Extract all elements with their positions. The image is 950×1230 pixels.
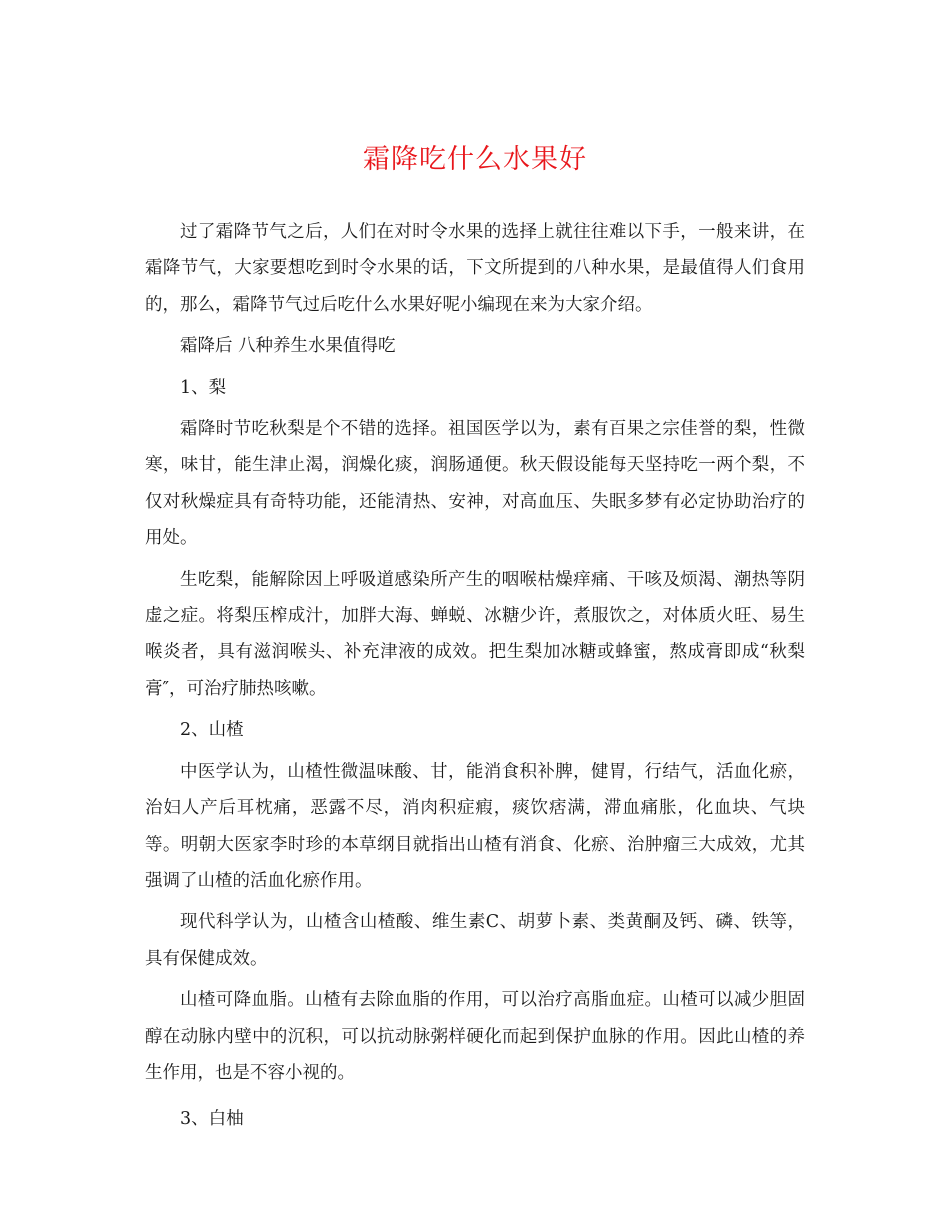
item-heading-pear: 1、梨 (180, 377, 227, 398)
hawthorn-paragraph-1: 中医学认为，山楂性微温味酸、甘，能消食积补脾，健胃，行结气，活血化瘀，治妇人产后耳枕痛，恶露不尽，消肉积症瘕，痰饮痞满，滞血痛胀，化血块、气块等。明朝大医家李时珍的本草纲目就指出山楂有消食、化瘀、治肿瘤三大成效，尤其强调了山楂的活血化瘀作用。 (145, 761, 805, 891)
document-title: 霜降吃什么水果好 (363, 144, 587, 175)
section-heading: 霜降后 八种养生水果值得吃 (180, 336, 396, 357)
document-body (145, 214, 805, 1143)
item-heading-hawthorn: 2、山楂 (180, 720, 244, 741)
pear-paragraph-1: 霜降时节吃秋梨是个不错的选择。祖国医学以为，素有百果之宗佳誉的梨，性微寒，味甘，能生津止渴，润燥化痰，润肠通便。秋天假设能每天坚持吃一两个梨，不仅对秋燥症具有奇特功能，还能清热、安神，对高血压、失眠多梦有必定协助治疗的用处。 (145, 419, 805, 549)
item-heading-pomelo: 3、白柚 (180, 1109, 244, 1130)
pear-paragraph-2: 生吃梨，能解除因上呼吸道感染所产生的咽喉枯燥痒痛、干咳及烦渴、潮热等阴虚之症。将梨压榨成汁，加胖大海、蝉蜕、冰糖少许，煮服饮之，对体质火旺、易生喉炎者，具有滋润喉头、补充津液的成效。把生梨加冰糖或蜂蜜，熬成膏即成“秋梨膏″，可治疗肺热咳嗽。 (145, 569, 805, 699)
hawthorn-paragraph-2: 现代科学认为，山楂含山楂酸、维生素C、胡萝卜素、类黄酮及钙、磷、铁等，具有保健成效。 (145, 912, 805, 969)
intro-paragraph: 过了霜降节气之后，人们在对时令水果的选择上就往往难以下手，一般来讲，在霜降节气，大家要想吃到时令水果的话，下文所提到的八种水果，是最值得人们食用的，那么，霜降节气过后吃什么水果好呢小编现在来为大家介绍。 (145, 222, 805, 315)
hawthorn-paragraph-3: 山楂可降血脂。山楂有去除血脂的作用，可以治疗高脂血症。山楂可以减少胆固醇在动脉内壁中的沉积，可以抗动脉粥样硬化而起到保护血脉的作用。因此山楂的养生作用，也是不容小视的。 (145, 990, 805, 1083)
